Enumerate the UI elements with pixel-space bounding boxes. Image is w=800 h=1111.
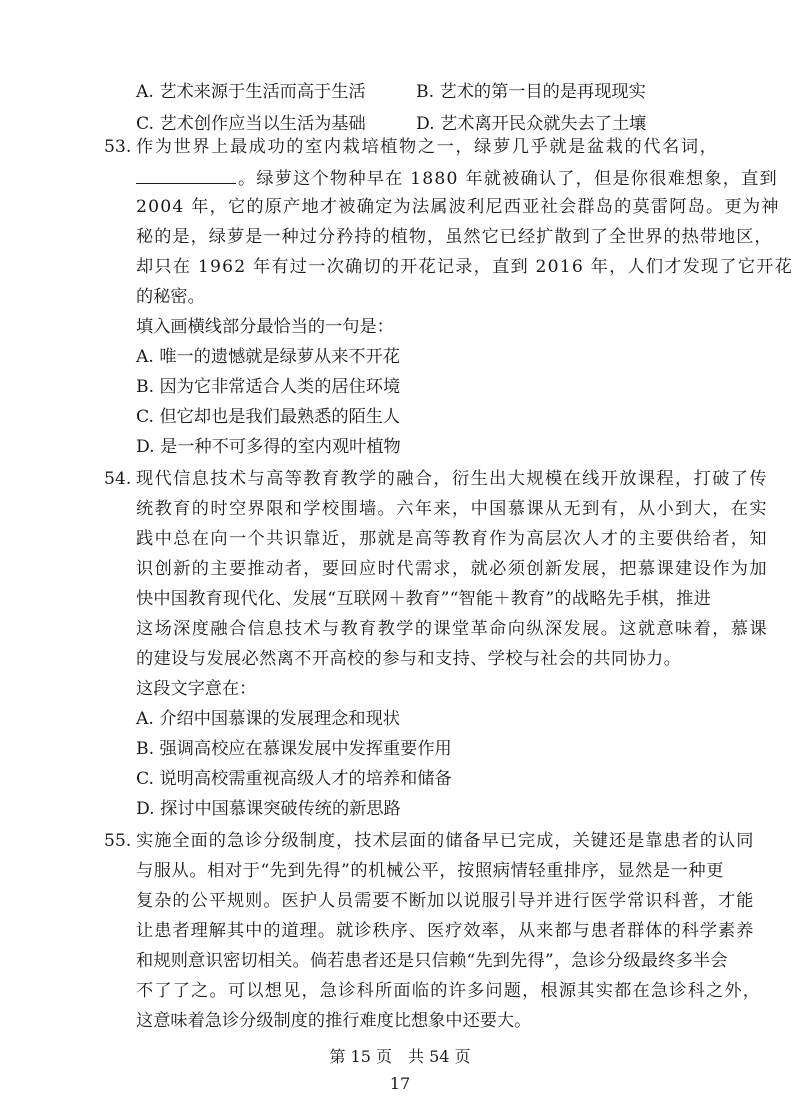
passage-line: 识创新的主要推动者，要回应时代需求，就必须创新发展，把慕课建设作为加	[136, 559, 768, 579]
q52-option-a[interactable]: A. 艺术来源于生活而高于生活	[136, 81, 366, 102]
passage-line: 的建设与发展必然离不开高校的参与和支持、学校与社会的共同协力。	[136, 649, 682, 669]
passage-line: 的秘密。	[136, 287, 205, 307]
q52-option-row	[136, 73, 696, 105]
passage-line: 和规则意识密切相关。倘若患者还是只信赖“先到先得”，急诊分级最终多半会	[136, 951, 728, 971]
passage-line: 让患者理解其中的道理。就诊秩序、医疗效率，从来都与患者群体的科学素养	[136, 921, 755, 941]
page-number: 17	[389, 1074, 411, 1093]
q52-option-d[interactable]: D. 艺术离开民众就失去了土壤	[416, 113, 647, 134]
q52-option-b[interactable]: B. 艺术的第一目的是再现现实	[416, 81, 646, 102]
passage-text: 。绿萝这个物种早在 1880 年就被确认了，但是你很难想象，直到	[238, 169, 778, 189]
passage-line: 这意味着急诊分级制度的推行难度比想象中还要大。	[136, 1011, 532, 1031]
option-a[interactable]: A. 介绍中国慕课的发展理念和现状	[136, 709, 400, 729]
option-d[interactable]: D. 探讨中国慕课突破传统的新思路	[136, 799, 401, 819]
passage-line: 统教育的时空界限和学校围墙。六年来，中国慕课从无到有，从小到大，在实	[136, 499, 768, 519]
option-d[interactable]: D. 是一种不可多得的室内观叶植物	[136, 437, 401, 457]
option-b[interactable]: B. 因为它非常适合人类的居住环境	[136, 377, 401, 397]
question-prompt: 填入画横线部分最恰当的一句是：	[136, 317, 394, 337]
option-a[interactable]: A. 唯一的遗憾就是绿萝从来不开花	[136, 347, 400, 367]
passage-line: 2004 年，它的原产地才被确定为法属波利尼西亚社会群岛的莫雷阿岛。更为神	[136, 197, 780, 217]
option-c[interactable]: C. 但它却也是我们最熟悉的陌生人	[136, 407, 401, 427]
passage-line: 与服从。相对于“先到先得”的机械公平，按照病情轻重排序，显然是一种更	[136, 861, 724, 881]
passage-line: 作为世界上最成功的室内栽培植物之一，绿萝几乎就是盆栽的代名词，	[136, 137, 719, 157]
passage-line: 不了了之。可以想见，急诊科所面临的许多问题，根源其实都在急诊科之外，	[136, 981, 762, 1001]
question-number: 55.	[104, 831, 132, 851]
question-number: 54.	[104, 469, 132, 489]
passage-line: 复杂的公平规则。医护人员需要不断加以说服引导并进行医学常识科普，才能	[136, 891, 755, 911]
question-prompt: 这段文字意在：	[136, 679, 257, 699]
page-label: 第 15 页 共 54 页	[329, 1047, 471, 1066]
passage-line: 却只在 1962 年有过一次确切的开花记录，直到 2016 年，人们才发现了它开花	[136, 257, 793, 277]
passage-line-with-blank	[136, 166, 778, 190]
q52-option-c[interactable]: C. 艺术创作应当以生活为基础	[136, 113, 366, 134]
passage-line: 实施全面的急诊分级制度，技术层面的储备早已完成，关键还是靠患者的认同	[136, 831, 755, 851]
passage-line: 这场深度融合信息技术与教育教学的课堂革命向纵深发展。这就意味着，慕课	[136, 619, 768, 639]
option-b[interactable]: B. 强调高校应在慕课发展中发挥重要作用	[136, 739, 452, 759]
passage-line: 现代信息技术与高等教育教学的融合，衍生出大规模在线开放课程，打破了传	[136, 469, 768, 489]
question-number: 53.	[104, 137, 132, 157]
q52-options	[136, 73, 696, 137]
passage-line: 秘的是，绿萝是一种过分矜持的植物，虽然它已经扩散到了全世界的热带地区，	[136, 227, 773, 247]
fill-in-blank	[136, 166, 236, 184]
q52-option-row	[136, 105, 696, 137]
option-c[interactable]: C. 说明高校需重视高级人才的培养和储备	[136, 769, 452, 789]
passage-line: 快中国教育现代化、发展“互联网＋教育”“智能＋教育”的战略先手棋，推进	[136, 589, 711, 609]
passage-line: 践中总在向一个共识靠近，那就是高等教育作为高层次人才的主要供给者，知	[136, 529, 768, 549]
